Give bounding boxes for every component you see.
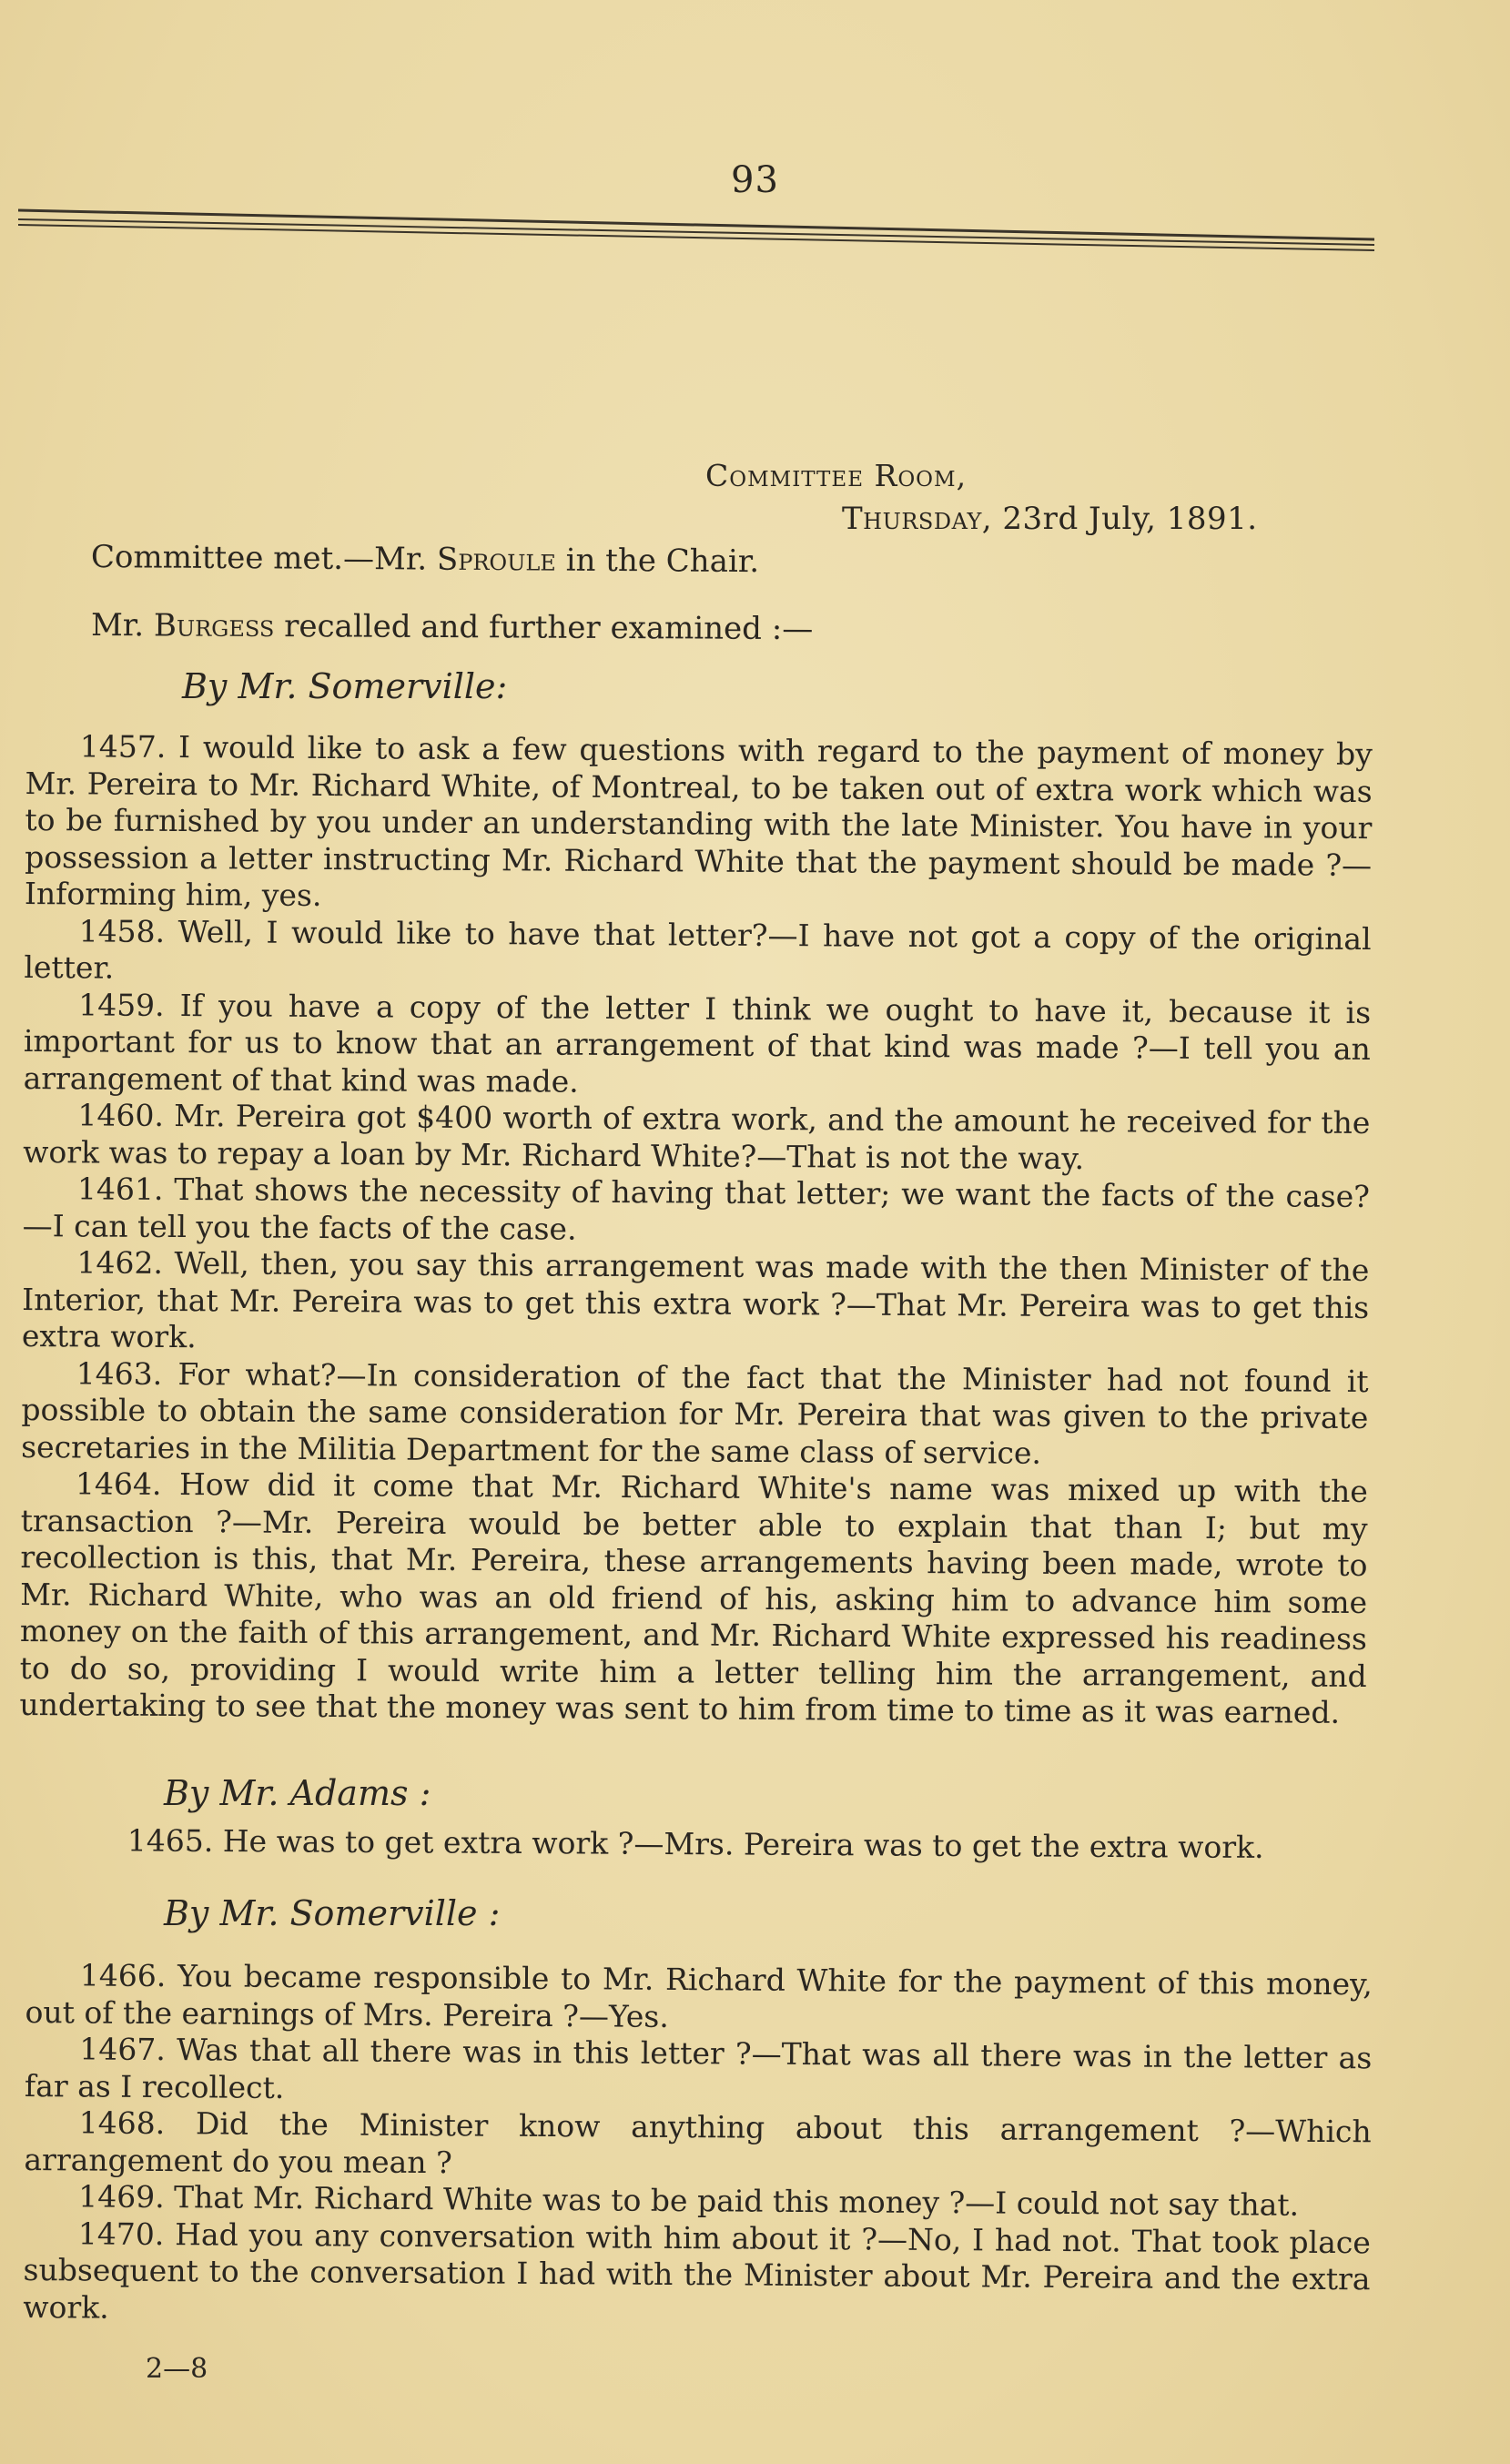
section-heading-adams: By Mr. Adams : (164, 1773, 431, 1813)
witness-name: Burgess (153, 607, 275, 645)
section-heading-somerville-1: By Mr. Somerville: (182, 666, 508, 706)
question-1462: 1462. Well, then, you say this arrangement was made with the then Minister of the Interior, that Mr. Pereira was to get this extra work ?—That Mr. Pereira was to get this extra work. (21, 1244, 1370, 1355)
question-1459: 1459. If you have a copy of the letter I think we ought to have it, because it is important for us to know that an arrangement of that kind was made ?—I tell you an arrangement of that kind was made. (23, 986, 1372, 1100)
chair-statement (91, 539, 759, 580)
meeting-date-value: 23rd July, 1891. (1002, 501, 1258, 537)
question-1470: 1470. Had you any conversation with him about it ?—No, I had not. That took place subsequent to the conversation I had with the Minister about Mr. Pereira and the extra work. (23, 2215, 1371, 2326)
question-1464: 1464. How did it come that Mr. Richard White's name was mixed up with the transaction ?—Mr. Pereira would be better able to explain that than I; but my recollection is this, that Mr. Pereira, these arrangements having been made, wrote to Mr. Richard White, who was an old friend of his, asking him to advance him some money on the faith of this arrangement, and Mr. Richard White expressed his readiness to do so, providing I would write him a letter telling him the arrangement, and undertaking to see that the money was sent to him from time to time as it was earned. (19, 1465, 1369, 1730)
witness-prefix: Mr. (90, 607, 155, 644)
question-1465: 1465. He was to get extra work ?—Mrs. Pereira was to get the extra work. (127, 1822, 1264, 1865)
question-1466: 1466. You became responsible to Mr. Richard White for the payment of this money, out of the earnings of Mrs. Pereira ?—Yes. (25, 1957, 1373, 2034)
question-1468: 1468. Did the Minister know anything about this arrangement ?—Which arrangement do you mean ? (24, 2104, 1372, 2180)
chair-prefix: Committee met.—Mr. (90, 539, 438, 578)
examination-block-2 (73, 1822, 1374, 1867)
meeting-date (842, 501, 1258, 537)
section-heading-somerville-2: By Mr. Somerville : (164, 1893, 501, 1933)
examination-block-3 (23, 1957, 1373, 2335)
question-1460: 1460. Mr. Pereira got $400 worth of extra work, and the amount he received for the work was to repay a loan by Mr. Richard White?—That is not the way. (23, 1097, 1371, 1176)
chair-suffix: in the Chair. (555, 542, 760, 581)
witness-suffix: recalled and further examined :— (274, 608, 814, 648)
header-rule (18, 205, 1374, 259)
question-1461: 1461. That shows the necessity of having that letter; we want the facts of the case?—I can tell you the facts of the case. (22, 1171, 1371, 1247)
question-1469: 1469. That Mr. Richard White was to be paid this money ?—I could not say that. (78, 2178, 1300, 2223)
meeting-location: Committee Room, (705, 458, 968, 493)
chair-name: Sproule (436, 541, 557, 579)
question-1458: 1458. Well, I would like to have that letter?—I have not got a copy of the original letter. (24, 912, 1372, 986)
printer-signature: 2—8 (146, 2353, 208, 2385)
question-1457: 1457. I would like to ask a few questions with regard to the payment of money by Mr. Pereira to Mr. Richard White, of Montreal, to be taken out of extra work which was to be furnished by you under an understanding with the late Minister. You have in your possession a letter instructing Mr. Richard White that the payment should be made ?—Informing him, yes. (24, 728, 1373, 913)
page-number: 93 (731, 159, 779, 201)
meeting-day: Thursday, (842, 501, 993, 537)
question-1463: 1463. For what?—In consideration of the fact that the Minister had not found it possible to obtain the same consideration for Mr. Pereira that was given to the private secretaries in the Militia Department for the same class of service. (21, 1354, 1369, 1471)
examination-block-1 (19, 728, 1373, 1732)
witness-statement (91, 607, 813, 647)
question-1467: 1467. Was that all there was in this letter ?—That was all there was in the letter as far as I recollect. (24, 2031, 1373, 2105)
